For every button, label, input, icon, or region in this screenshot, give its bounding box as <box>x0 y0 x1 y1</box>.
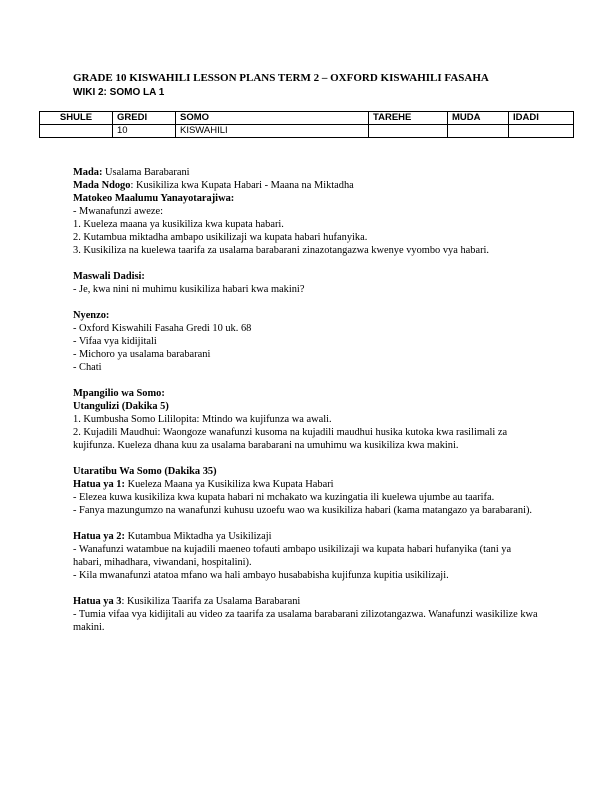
mada-text: Usalama Barabarani <box>102 167 190 178</box>
hatua1-label: Hatua ya 1: <box>73 479 125 490</box>
list-item: 1. Kueleza maana ya kusikiliza kwa kupata habari. <box>73 219 284 230</box>
header-tarehe: TAREHE <box>369 112 448 125</box>
maswali-heading-text: Maswali Dadisi: <box>73 271 145 282</box>
cell-somo: KISWAHILI <box>176 125 369 138</box>
document-subtitle: WIKI 2: SOMO LA 1 <box>73 87 165 98</box>
cell-shule <box>40 125 113 138</box>
mada-label: Mada: <box>73 167 103 178</box>
matokeo-heading <box>73 192 541 205</box>
list-item: - Oxford Kiswahili Fasaha Gredi 10 uk. 68 <box>73 323 252 334</box>
utaratibu-heading-text: Utaratibu Wa Somo (Dakika 35) <box>73 466 217 477</box>
utangulizi-heading <box>73 400 541 413</box>
lesson-info-table <box>39 111 574 138</box>
table-row <box>40 125 574 138</box>
list-item: - Wanafunzi watambue na kujadili maeneo tofauti ambapo usikilizaji wa kupata habari hufanyika (tani ya habari, mihadhara, viwandani, hospitalini). <box>73 544 512 568</box>
mada-line <box>73 166 541 179</box>
maswali-heading <box>73 270 541 283</box>
header-somo: SOMO <box>176 112 369 125</box>
mada-ndogo-label: Mada Ndogo <box>73 180 131 191</box>
list-item: - Chati <box>73 362 102 373</box>
list-item: 2. Kutambua miktadha ambapo usikilizaji wa kupata habari hufanyika. <box>73 232 368 243</box>
list-item: - Tumia vifaa vya kidijitali au video za taarifa za usalama barabarani zilizotangazwa. Wanafunzi wasikilize kwa makini. <box>73 609 538 633</box>
nyenzo-heading-text: Nyenzo: <box>73 310 110 321</box>
cell-muda <box>448 125 509 138</box>
hatua2-line <box>73 530 541 543</box>
nyenzo-heading <box>73 309 541 322</box>
header-muda: MUDA <box>448 112 509 125</box>
list-item: 1. Kumbusha Somo Lililopita: Mtindo wa kujifunza wa awali. <box>73 414 332 425</box>
header-idadi: IDADI <box>509 112 574 125</box>
list-item: - Vifaa vya kidijitali <box>73 336 157 347</box>
list-item: - Elezea kuwa kusikiliza kwa kupata habari ni mchakato wa kuzingatia ili kuelewa ujumbe au taarifa. <box>73 492 495 503</box>
list-item: 2. Kujadili Maudhui: Waongoze wanafunzi kusoma na kujadili maudhui husika kutoka kwa rasilimali za kujifunza. Kueleza dhana kuu za usalama barabarani na umuhimu wa kusikiliza kwa makini. <box>73 427 508 451</box>
hatua3-title: : Kusikiliza Taarifa za Usalama Barabarani <box>121 596 301 607</box>
list-item: - Fanya mazungumzo na wanafunzi kuhusu uzoefu wao wa kusikiliza habari (kama matangazo ya barabarani). <box>73 505 533 516</box>
hatua3-line <box>73 595 541 608</box>
list-item: - Je, kwa nini ni muhimu kusikiliza habari kwa makini? <box>73 284 305 295</box>
list-item: 3. Kusikiliza na kuelewa taarifa za usalama barabarani zinazotangazwa kwenye vyombo vya habari. <box>73 245 490 256</box>
hatua2-title: Kutambua Miktadha ya Usikilizaji <box>124 531 272 542</box>
table-header-row <box>40 112 574 125</box>
hatua3-label: Hatua ya 3 <box>73 596 122 607</box>
mpangilio-heading <box>73 387 541 400</box>
cell-gredi: 10 <box>113 125 176 138</box>
lesson-content <box>73 166 541 634</box>
list-item: - Michoro ya usalama barabarani <box>73 349 211 360</box>
mpangilio-heading-text: Mpangilio wa Somo: <box>73 388 165 399</box>
cell-idadi <box>509 125 574 138</box>
hatua1-line <box>73 478 541 491</box>
document-title: GRADE 10 KISWAHILI LESSON PLANS TERM 2 – OXFORD KISWAHILI FASAHA <box>73 72 489 84</box>
matokeo-heading-text: Matokeo Maalumu Yanayotarajiwa: <box>73 193 235 204</box>
mada-ndogo-line <box>73 179 541 192</box>
list-item: - Kila mwanafunzi atatoa mfano wa hali ambayo husababisha kujifunza kupitia usikilizaji. <box>73 570 449 581</box>
hatua2-label: Hatua ya 2: <box>73 531 125 542</box>
list-item: - Mwanafunzi aweze: <box>73 206 164 217</box>
cell-tarehe <box>369 125 448 138</box>
hatua1-title: Kueleza Maana ya Kusikiliza kwa Kupata Habari <box>124 479 334 490</box>
utangulizi-heading-text: Utangulizi (Dakika 5) <box>73 401 169 412</box>
mada-ndogo-text: : Kusikiliza kwa Kupata Habari - Maana na Miktadha <box>130 180 354 191</box>
utaratibu-heading <box>73 465 541 478</box>
header-shule: SHULE <box>40 112 113 125</box>
header-gredi: GREDI <box>113 112 176 125</box>
